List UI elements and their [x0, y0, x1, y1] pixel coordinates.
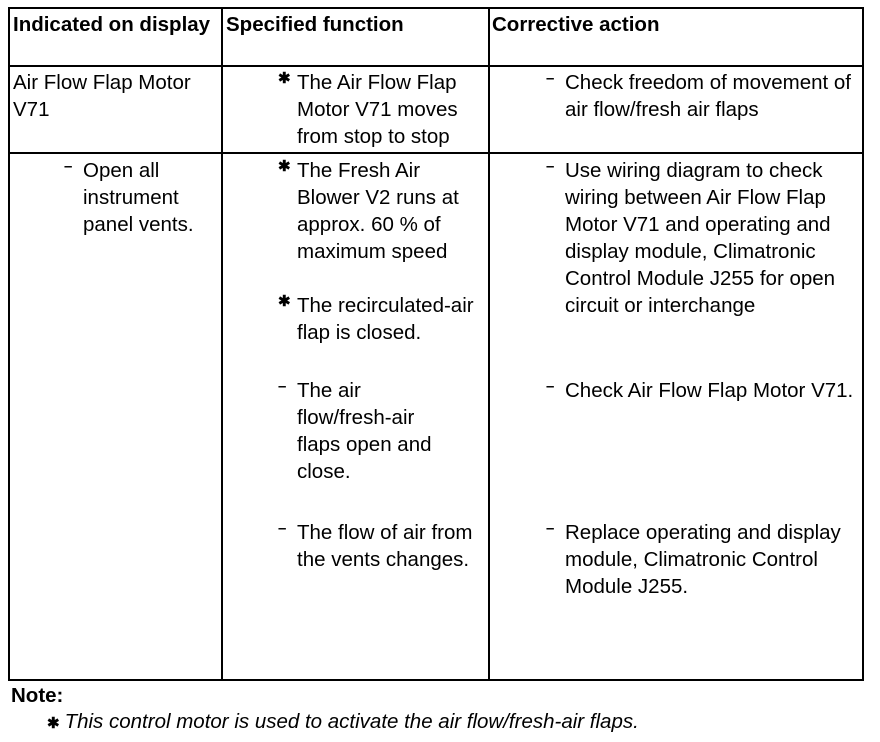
asterisk-icon: ✱ [278, 158, 291, 175]
asterisk-icon: ✱ [278, 293, 291, 310]
row2-function-1 [278, 157, 486, 265]
list-item-text: Check Air Flow Flap Motor V71. [565, 379, 854, 402]
row2-indicated [64, 157, 214, 238]
column-divider-2 [488, 9, 490, 679]
list-item [278, 519, 478, 573]
row2-function-4 [278, 519, 478, 573]
dash-icon: – [546, 520, 555, 537]
row2-function-2 [278, 292, 486, 346]
column-divider-1 [221, 9, 223, 679]
list-item-text: The flow of air from the vents changes. [297, 521, 473, 571]
asterisk-icon: ✱ [278, 70, 291, 87]
list-item-text: The recirculated-air flap is closed. [297, 294, 474, 344]
dash-icon: – [64, 158, 73, 175]
note-title: Note: [11, 684, 64, 707]
asterisk-icon: ✱ [47, 715, 60, 732]
list-item-text: Replace operating and display module, Climatronic Control Module J255. [565, 521, 841, 598]
list-item [278, 157, 486, 265]
row1-action [546, 69, 864, 123]
header-corrective-action: Corrective action [492, 13, 660, 36]
list-item-text: Check freedom of movement of air flow/fresh air flaps [565, 71, 851, 121]
dash-icon: – [278, 378, 287, 395]
row1-indicated: Air Flow Flap Motor V71 [13, 71, 191, 121]
row2-action-2 [546, 377, 864, 404]
list-item-text: The Fresh Air Blower V2 runs at approx. 60 % of maximum speed [297, 159, 459, 263]
list-item [546, 69, 864, 123]
row-divider [10, 152, 862, 154]
list-item-text: Open all instrument panel vents. [83, 159, 194, 236]
header-indicated-on-display: Indicated on display [13, 13, 211, 36]
list-item-text: Use wiring diagram to check wiring between Air Flow Flap Motor V71 and operating and display module, Climatronic Control Module J255 for open circuit or interchange [565, 159, 836, 317]
diagnosis-table [8, 7, 864, 681]
list-item [546, 519, 864, 600]
dash-icon: – [546, 378, 555, 395]
header-divider [10, 65, 862, 67]
list-item-text: The Air Flow Flap Motor V71 moves from stop to stop [297, 71, 458, 148]
note-body [47, 710, 639, 734]
list-item [64, 157, 214, 238]
list-item [278, 69, 486, 150]
dash-icon: – [546, 158, 555, 175]
list-item [546, 157, 864, 319]
row2-function-3 [278, 377, 458, 485]
list-item-text: The air flow/fresh-air flaps open and close. [297, 379, 432, 483]
list-item [546, 377, 864, 404]
list-item [278, 292, 486, 346]
dash-icon: – [546, 70, 555, 87]
list-item [278, 377, 458, 485]
dash-icon: – [278, 520, 287, 537]
row1-function [278, 69, 486, 150]
row2-action-1 [546, 157, 864, 319]
row2-action-3 [546, 519, 864, 600]
note-text: This control motor is used to activate the air flow/fresh-air flaps. [64, 710, 639, 733]
header-specified-function: Specified function [226, 13, 404, 36]
